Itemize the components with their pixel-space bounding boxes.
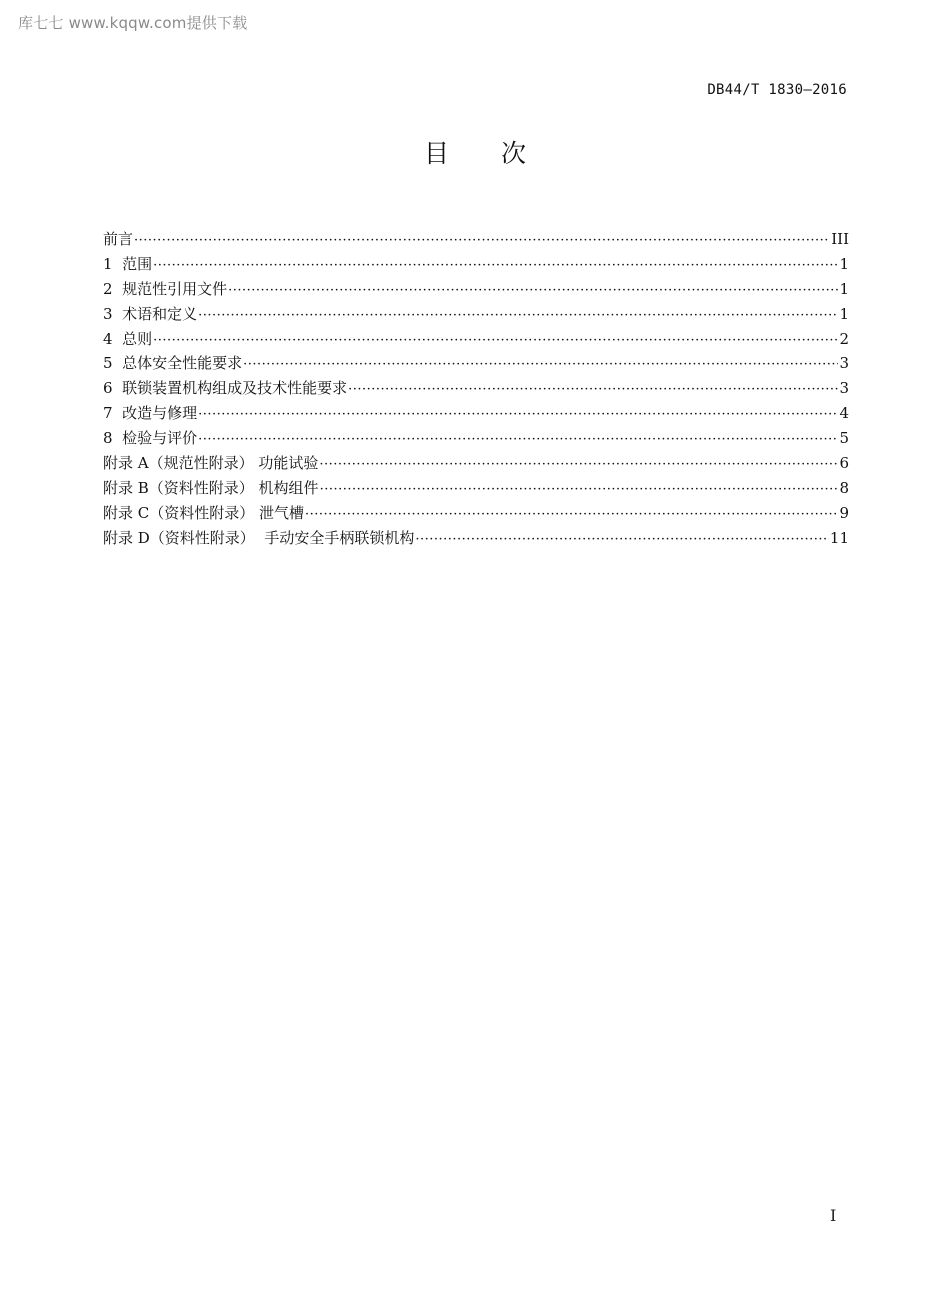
- toc-entry-label: 附录 A（规范性附录） 功能试验: [103, 454, 319, 473]
- toc-entry-page: 5: [839, 429, 849, 448]
- toc-entry-appendix-a[interactable]: [103, 451, 849, 476]
- toc-entry-page: III: [831, 230, 849, 248]
- toc-entry-label: 7 改造与修理: [103, 404, 198, 423]
- toc-entry-page: 3: [839, 354, 849, 373]
- toc-entry-page: 8: [839, 478, 849, 497]
- toc-entry-label: 附录 B（资料性附录） 机构组件: [103, 478, 319, 497]
- toc-entry-page: 1: [839, 279, 849, 298]
- toc-entry-label: 5 总体安全性能要求: [103, 354, 243, 373]
- toc-entry-appendix-c[interactable]: [103, 501, 849, 526]
- toc-entry-inspection-evaluation[interactable]: [103, 426, 849, 451]
- toc-entry-general[interactable]: [103, 327, 849, 352]
- page-title: [0, 134, 950, 170]
- page-number: I: [830, 1206, 837, 1225]
- toc-entry-appendix-b[interactable]: [103, 476, 849, 501]
- toc-leader-dots: [243, 353, 838, 378]
- table-of-contents: [103, 227, 849, 551]
- toc-leader-dots: [319, 453, 838, 478]
- toc-entry-page: 3: [839, 379, 849, 398]
- toc-entry-label: 2 规范性引用文件: [103, 279, 228, 298]
- toc-entry-page: 4: [839, 404, 849, 423]
- toc-entry-terms-definitions[interactable]: [103, 302, 849, 327]
- toc-entry-label: 4 总则: [103, 329, 153, 348]
- toc-leader-dots: [134, 229, 830, 254]
- toc-entry-page: 6: [839, 454, 849, 473]
- toc-entry-label: 6 联锁装置机构组成及技术性能要求: [103, 379, 348, 398]
- title-char-1: 目: [423, 139, 449, 168]
- toc-entry-normative-references[interactable]: [103, 277, 849, 302]
- toc-entry-page: 11: [829, 528, 849, 547]
- toc-entry-label: 1 范围: [103, 254, 153, 273]
- toc-entry-label: 3 术语和定义: [103, 304, 198, 323]
- title-char-2: 次: [501, 139, 527, 168]
- toc-leader-dots: [198, 304, 838, 329]
- toc-entry-safety-requirements[interactable]: [103, 351, 849, 376]
- toc-entry-label: 附录 D（资料性附录） 手动安全手柄联锁机构: [103, 528, 415, 547]
- toc-leader-dots: [198, 428, 838, 453]
- toc-entry-appendix-d[interactable]: [103, 526, 849, 551]
- toc-entry-page: 9: [839, 503, 849, 522]
- toc-entry-page: 1: [839, 304, 849, 323]
- toc-entry-label: 附录 C（资料性附录） 泄气槽: [103, 503, 305, 522]
- toc-entry-modification-repair[interactable]: [103, 401, 849, 426]
- toc-leader-dots: [415, 528, 829, 553]
- toc-entry-page: 2: [839, 329, 849, 348]
- toc-leader-dots: [153, 254, 838, 279]
- toc-entry-label: 8 检验与评价: [103, 429, 198, 448]
- toc-leader-dots: [348, 378, 838, 403]
- toc-entry-label: 前言: [103, 230, 134, 248]
- toc-entry-scope[interactable]: [103, 252, 849, 277]
- toc-leader-dots: [305, 503, 838, 528]
- watermark-text: 库七七 www.kqqw.com提供下载: [18, 14, 248, 32]
- toc-leader-dots: [153, 329, 838, 354]
- toc-entry-interlock-mechanism[interactable]: [103, 376, 849, 401]
- toc-leader-dots: [198, 403, 838, 428]
- toc-entry-foreword[interactable]: [103, 227, 849, 252]
- toc-leader-dots: [320, 478, 839, 503]
- toc-entry-page: 1: [839, 254, 849, 273]
- standard-code: DB44/T 1830—2016: [707, 82, 847, 98]
- toc-leader-dots: [228, 279, 838, 304]
